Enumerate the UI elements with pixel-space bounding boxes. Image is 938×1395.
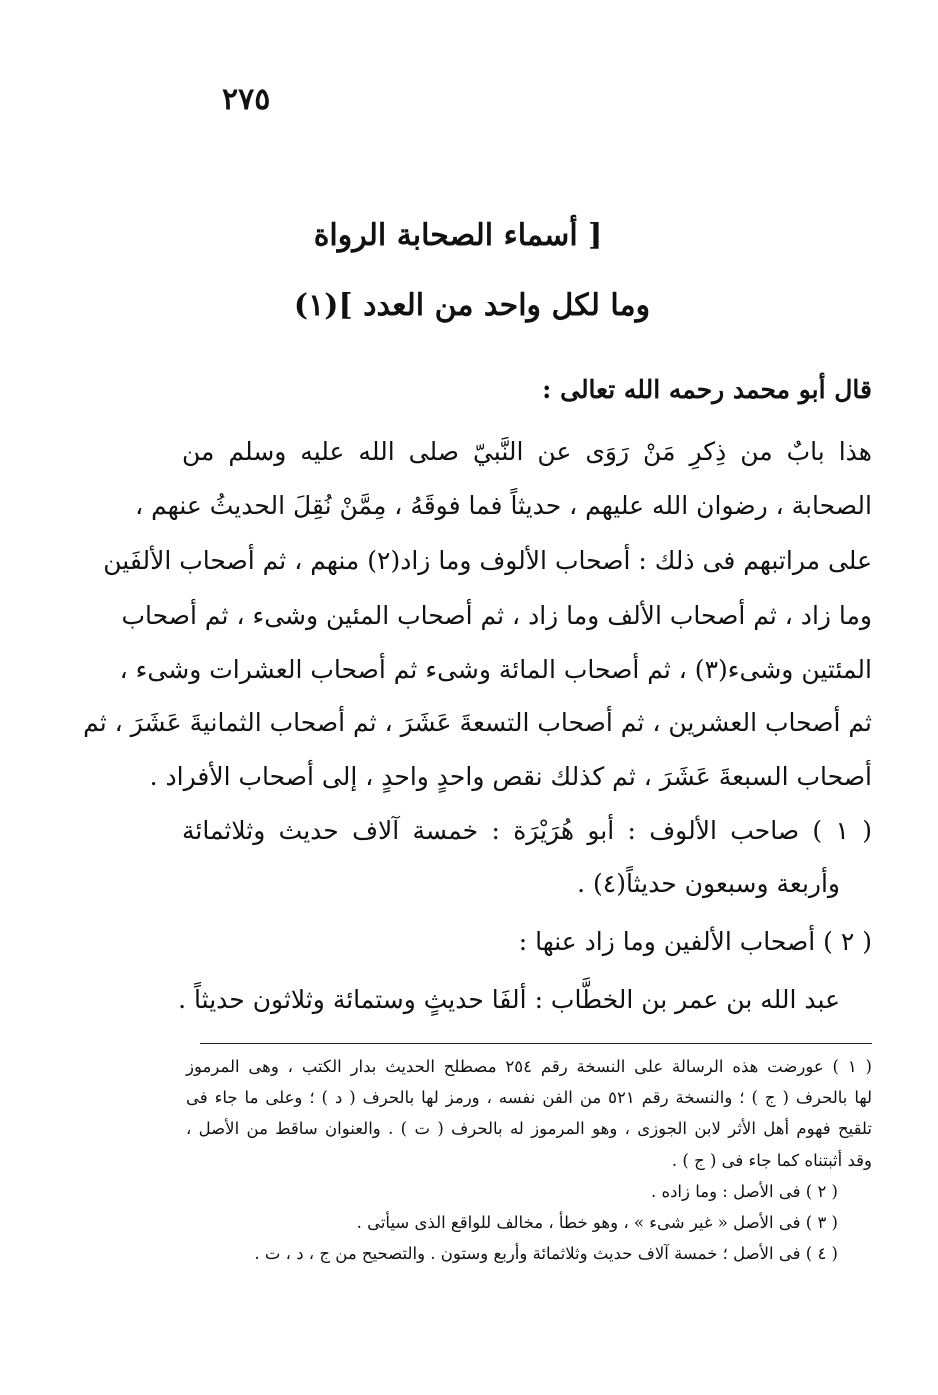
body-line: على مراتبهم فى ذلك : أصحاب الألوف وما زاد(٢) منهم ، ثم أصحاب الألفَين bbox=[103, 546, 872, 575]
body-line: ثم أصحاب العشرين ، ثم أصحاب التسعةَ عَشَرَ ، ثم أصحاب الثمانيةَ عَشَرَ ، ثم bbox=[83, 708, 872, 737]
footnote-line: لها بالحرف ( ج ) ؛ والنسخة رقم ٥٢١ من الفن نفسه ، ورمز لها بالحرف ( د ) ؛ وعلى ما جاء فى bbox=[186, 1088, 872, 1107]
footnote-line: تلقيح فهوم أهل الأثر لابن الجوزى ، وهو المرموز له بالحرف ( ت ) . والعنوان ساقط من الأصل ، bbox=[186, 1119, 872, 1138]
body-line: الصحابة ، رضوان الله عليهم ، حديثاً فما فوقَهُ ، مِمَّنْ نُقِلَ الحديثُ عنهم ، bbox=[135, 491, 872, 520]
companion-entry: عبد الله بن عمر بن الخطَّاب : ألفَا حديثٍ وستمائة وثلاثون حديثاً . bbox=[178, 985, 840, 1014]
footnote-line: ( ١ ) عورضت هذه الرسالة على النسخة رقم ٢٥٤ مصطلح الحديث بدار الكتب ، وهى المرموز bbox=[186, 1057, 872, 1076]
list-item-1-continuation: وأربعة وسبعون حديثاً(٤) . bbox=[577, 869, 840, 898]
list-item-2: ( ٢ ) أصحاب الألفين وما زاد عنها : bbox=[518, 927, 872, 956]
footnote-2: ( ٢ ) فى الأصل : وما زاده . bbox=[650, 1182, 838, 1201]
footnote-4: ( ٤ ) فى الأصل ؛ خمسة آلاف حديث وثلاثمائة وأربع وستون . والتصحيح من ج ، د ، ت . bbox=[254, 1244, 838, 1263]
footnote-line: وقد أثبتناه كما جاء فى ( ج ) . bbox=[671, 1151, 872, 1170]
intro-line: قال أبو محمد رحمه الله تعالى : bbox=[542, 375, 872, 404]
body-line: وما زاد ، ثم أصحاب الألف وما زاد ، ثم أصحاب المئين وشىء ، ثم أصحاب bbox=[121, 601, 872, 630]
body-line: المئتين وشىء(٣) ، ثم أصحاب المائة وشىء ثم أصحاب العشرات وشىء ، bbox=[119, 655, 872, 684]
list-item-1: ( ١ ) صاحب الألوف : أبو هُرَيْرَة : خمسة آلاف حديث وثلاثمائة bbox=[182, 816, 873, 845]
footnote-3: ( ٣ ) فى الأصل « غير شىء » ، وهو خطأ ، مخالف للواقع الذى سيأتى . bbox=[356, 1213, 838, 1232]
body-line: هذا بابٌ من ذِكرِ مَنْ رَوَى عن النَّبيّ صلى الله عليه وسلم من bbox=[182, 437, 872, 466]
page-number: ٢٧٥ bbox=[222, 82, 271, 117]
chapter-title-line-1: [ أسماء الصحابة الرواة bbox=[313, 218, 603, 253]
body-line: أصحاب السبعةَ عَشَرَ ، ثم كذلك نقص واحدٍ واحدٍ ، إلى أصحاب الأفراد . bbox=[149, 762, 872, 791]
chapter-title-line-2: وما لكل واحد من العدد ](١) bbox=[293, 288, 651, 323]
footnote-divider bbox=[200, 1043, 872, 1044]
